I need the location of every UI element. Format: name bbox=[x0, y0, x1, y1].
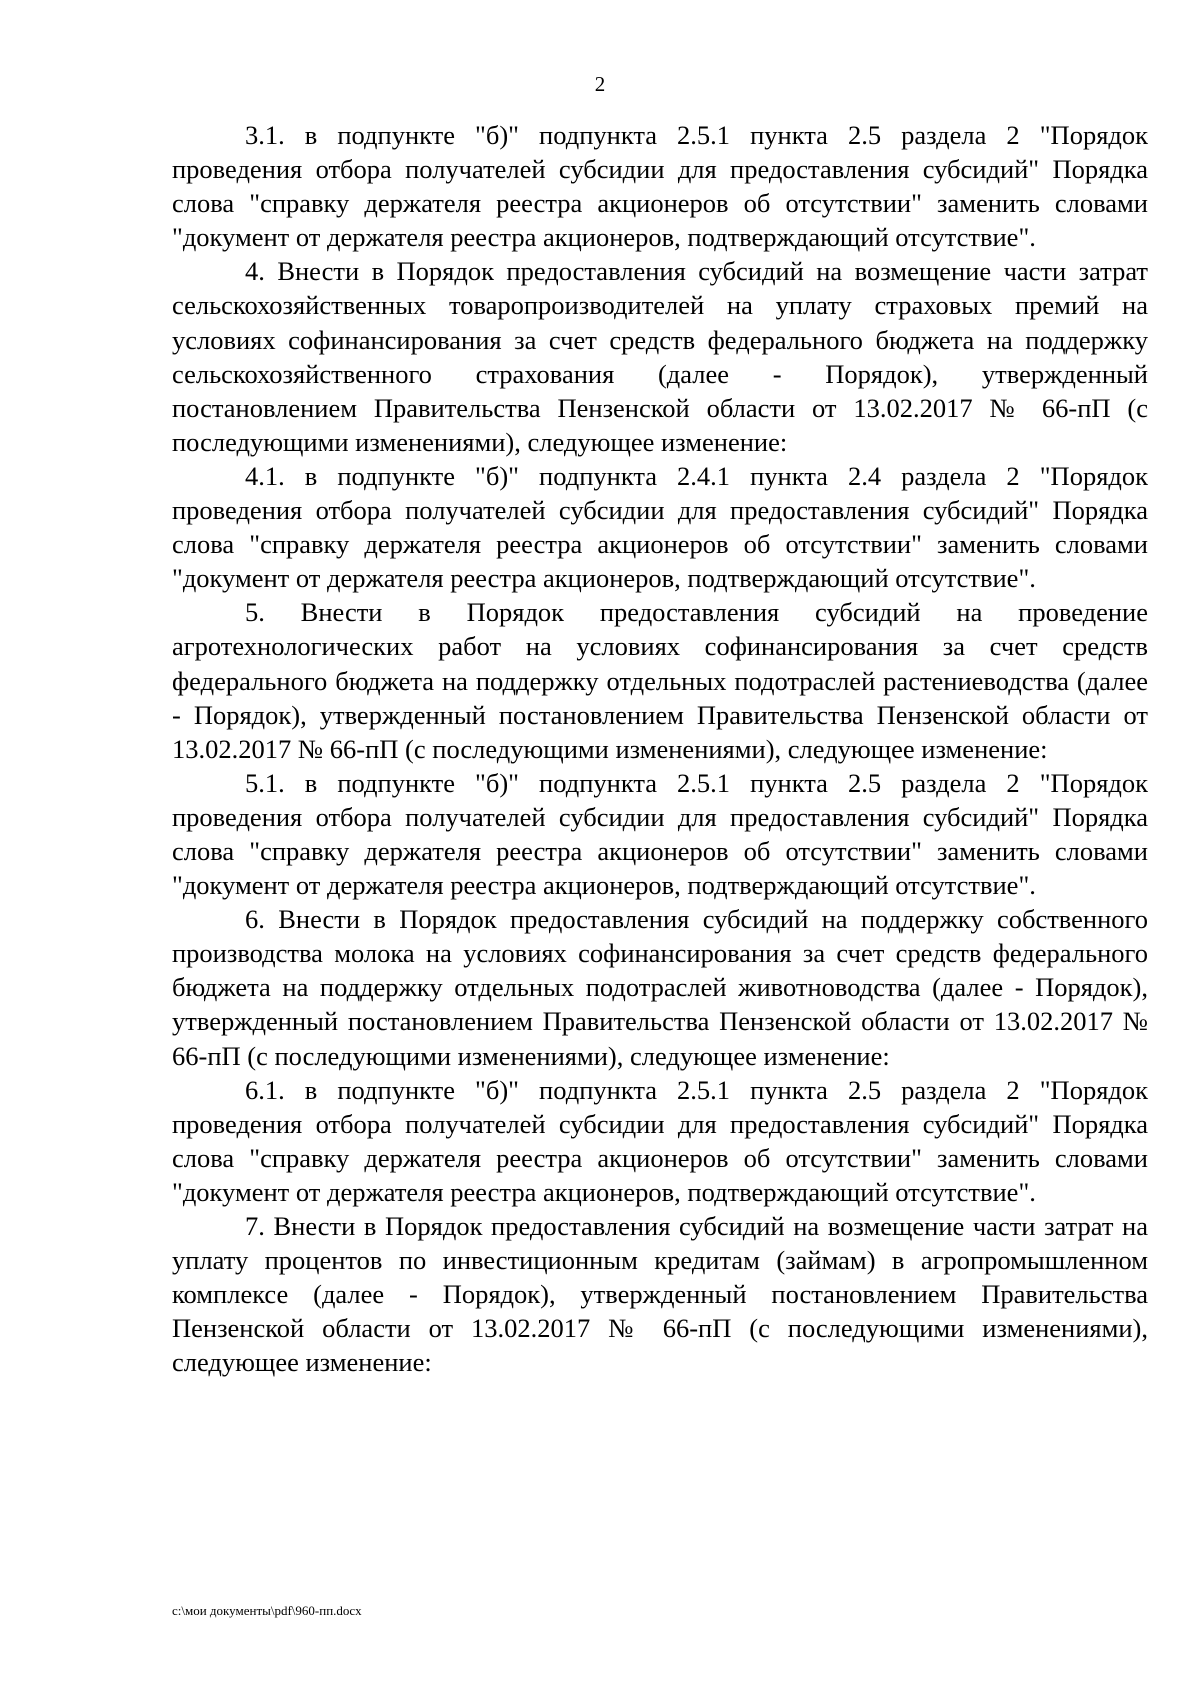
paragraph-6: 6. Внести в Порядок предоставления субсидий на поддержку собственного производства молока на условиях софинансирования за счет средств федерального бюджета на поддержку отдельных подотраслей животноводства (далее - Порядок), утвержденный постановлением Правительства Пензенской области от 13.02.2017 № 66-пП (с последующими изменениями), следующее изменение: bbox=[172, 904, 1148, 1071]
paragraph-7: 7. Внести в Порядок предоставления субсидий на возмещение части затрат на уплату процентов по инвестиционным кредитам (займам) в агропромышленном комплексе (далее - Порядок), утвержденный постановлением Правительства Пензенской области от 13.02.2017 № 66-пП (с последующими изменениями), следующее изменение: bbox=[172, 1211, 1148, 1378]
paragraph-5-1: 5.1. в подпункте "б)" подпункта 2.5.1 пункта 2.5 раздела 2 "Порядок проведения отбора получателей субсидии для предоставления субсидий" Порядка слова "справку держателя реестра акционеров об отсутствии" заменить словами "документ от держателя реестра акционеров, подтверждающий отсутствие". bbox=[172, 767, 1148, 901]
footer-file-path: c:\мои документы\pdf\960-пп.docx bbox=[172, 1603, 362, 1618]
paragraph-4-1: 4.1. в подпункте "б)" подпункта 2.4.1 пункта 2.4 раздела 2 "Порядок проведения отбора получателей субсидии для предоставления субсидий" Порядка слова "справку держателя реестра акционеров об отсутствии" заменить словами "документ от держателя реестра акционеров, подтверждающий отсутствие". bbox=[172, 460, 1148, 594]
paragraph-5: 5. Внести в Порядок предоставления субсидий на проведение агротехнологических работ на условиях софинансирования за счет средств федерального бюджета на поддержку отдельных подотраслей растениеводства (далее - Порядок), утвержденный постановлением Правительства Пензенской области от 13.02.2017 № 66-пП (с последующими изменениями), следующее изменение: bbox=[172, 597, 1148, 764]
document-body bbox=[172, 118, 1148, 1379]
page-number: 2 bbox=[594, 72, 606, 96]
paragraph-4: 4. Внести в Порядок предоставления субсидий на возмещение части затрат сельскохозяйственных товаропроизводителей на уплату страховых премий на условиях софинансирования за счет средств федерального бюджета на поддержку сельскохозяйственного страхования (далее - Порядок), утвержденный постановлением Правительства Пензенской области от 13.02.2017 № 66-пП (с последующими изменениями), следующее изменение: bbox=[172, 256, 1148, 457]
paragraph-6-1: 6.1. в подпункте "б)" подпункта 2.5.1 пункта 2.5 раздела 2 "Порядок проведения отбора получателей субсидии для предоставления субсидий" Порядка слова "справку держателя реестра акционеров об отсутствии" заменить словами "документ от держателя реестра акционеров, подтверждающий отсутствие". bbox=[172, 1074, 1148, 1207]
paragraph-3-1: 3.1. в подпункте "б)" подпункта 2.5.1 пункта 2.5 раздела 2 "Порядок проведения отбора получателей субсидии для предоставления субсидий" Порядка слова "справку держателя реестра акционеров об отсутствии" заменить словами "документ от держателя реестра акционеров, подтверждающий отсутствие". bbox=[172, 120, 1148, 253]
